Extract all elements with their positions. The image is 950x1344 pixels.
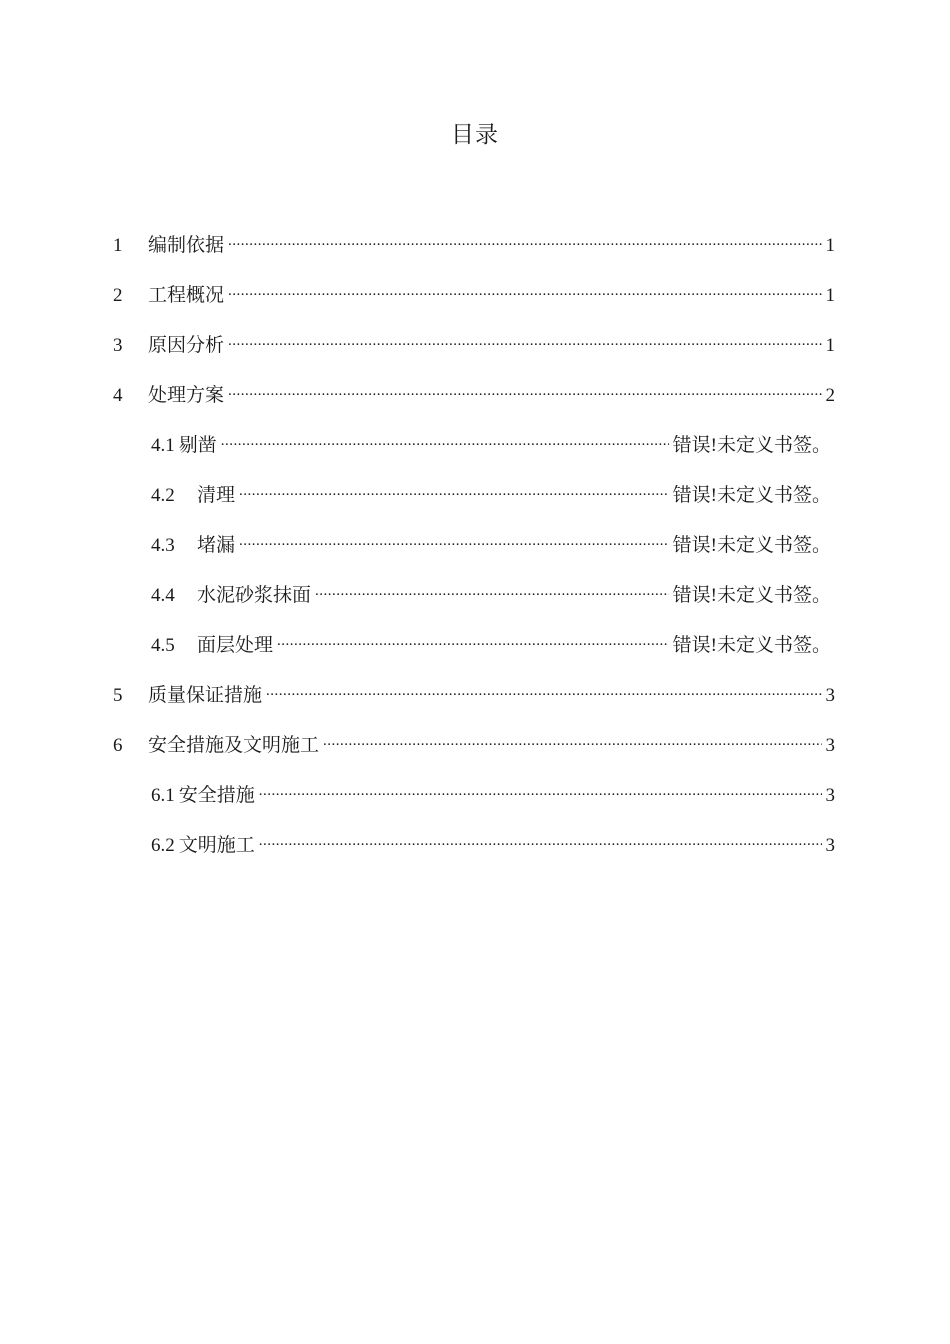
- toc-entry-page: 3: [825, 835, 835, 856]
- toc-bookmark-error: 错误!未定义书签。: [672, 485, 831, 506]
- toc-entry-label: 编制依据: [148, 235, 225, 256]
- toc-subentry[interactable]: [151, 515, 831, 556]
- toc-entry[interactable]: [113, 265, 835, 306]
- toc-entry-label: 水泥砂浆抹面: [197, 585, 312, 606]
- toc-bookmark-error: 错误!未定义书签。: [672, 535, 831, 556]
- toc-entry-number: 5: [113, 685, 123, 706]
- toc-entry-number: 1: [113, 235, 123, 256]
- toc-entry-number: 6: [113, 735, 123, 756]
- toc-subentry[interactable]: [151, 615, 831, 656]
- toc-entry-number: 3: [113, 335, 123, 356]
- toc-entry-label: 文明施工: [178, 835, 255, 856]
- toc-subentry[interactable]: [151, 815, 835, 856]
- toc-entry-number: 4.2: [151, 485, 175, 506]
- toc-dot-leader: [239, 465, 669, 501]
- toc-entry-number: 4.3: [151, 535, 175, 556]
- toc-entry-label: 面层处理: [197, 635, 274, 656]
- toc-dot-leader: [228, 315, 821, 351]
- toc-entry-page: 2: [825, 385, 835, 406]
- toc-entry-page: 1: [825, 235, 835, 256]
- toc-entry-number: 4.4: [151, 585, 175, 606]
- toc-title: 目录: [451, 122, 499, 147]
- toc-entry[interactable]: [113, 215, 835, 256]
- toc-subentry[interactable]: [151, 415, 831, 456]
- toc-entry-label: 质量保证措施: [148, 685, 263, 706]
- toc-subentry[interactable]: [151, 465, 831, 506]
- toc-entry-label: 剔凿: [178, 435, 217, 456]
- toc-entry[interactable]: [113, 315, 835, 356]
- toc-dot-leader: [259, 815, 822, 851]
- toc-entry[interactable]: [113, 365, 835, 406]
- toc-dot-leader: [228, 365, 821, 401]
- toc-entry-page: 3: [825, 735, 835, 756]
- toc-entry[interactable]: [113, 665, 835, 706]
- toc-entry-page: 3: [825, 785, 835, 806]
- toc-dot-leader: [221, 415, 669, 451]
- toc-entry-label: 安全措施: [178, 785, 255, 806]
- toc-entry-label: 安全措施及文明施工: [148, 735, 320, 756]
- toc-dot-leader: [315, 565, 669, 601]
- toc-dot-leader: [266, 665, 821, 701]
- toc-entry-number: 2: [113, 285, 123, 306]
- toc-entry-number: 6.2: [151, 835, 175, 856]
- toc-entry-label: 堵漏: [197, 535, 236, 556]
- toc-entry-page: 1: [825, 285, 835, 306]
- toc-entry-label: 工程概况: [148, 285, 225, 306]
- toc-entry-page: 3: [825, 685, 835, 706]
- toc-entry-label: 处理方案: [148, 385, 225, 406]
- toc-dot-leader: [323, 715, 821, 751]
- toc-entry[interactable]: [113, 715, 835, 756]
- toc-subentry[interactable]: [151, 765, 835, 806]
- toc-entry-label: 原因分析: [148, 335, 225, 356]
- toc-bookmark-error: 错误!未定义书签。: [672, 585, 831, 606]
- toc-entry-number: 4.1: [151, 435, 175, 456]
- toc-entry-number: 4.5: [151, 635, 175, 656]
- toc-subentry[interactable]: [151, 565, 831, 606]
- toc-entry-page: 1: [825, 335, 835, 356]
- toc-bookmark-error: 错误!未定义书签。: [672, 435, 831, 456]
- toc-dot-leader: [239, 515, 669, 551]
- toc-entry-number: 4: [113, 385, 123, 406]
- toc-entry-number: 6.1: [151, 785, 175, 806]
- toc-entry-label: 清理: [197, 485, 236, 506]
- toc-bookmark-error: 错误!未定义书签。: [672, 635, 831, 656]
- toc-dot-leader: [228, 265, 821, 301]
- toc-dot-leader: [277, 615, 669, 651]
- toc-dot-leader: [228, 215, 821, 251]
- toc-dot-leader: [259, 765, 822, 801]
